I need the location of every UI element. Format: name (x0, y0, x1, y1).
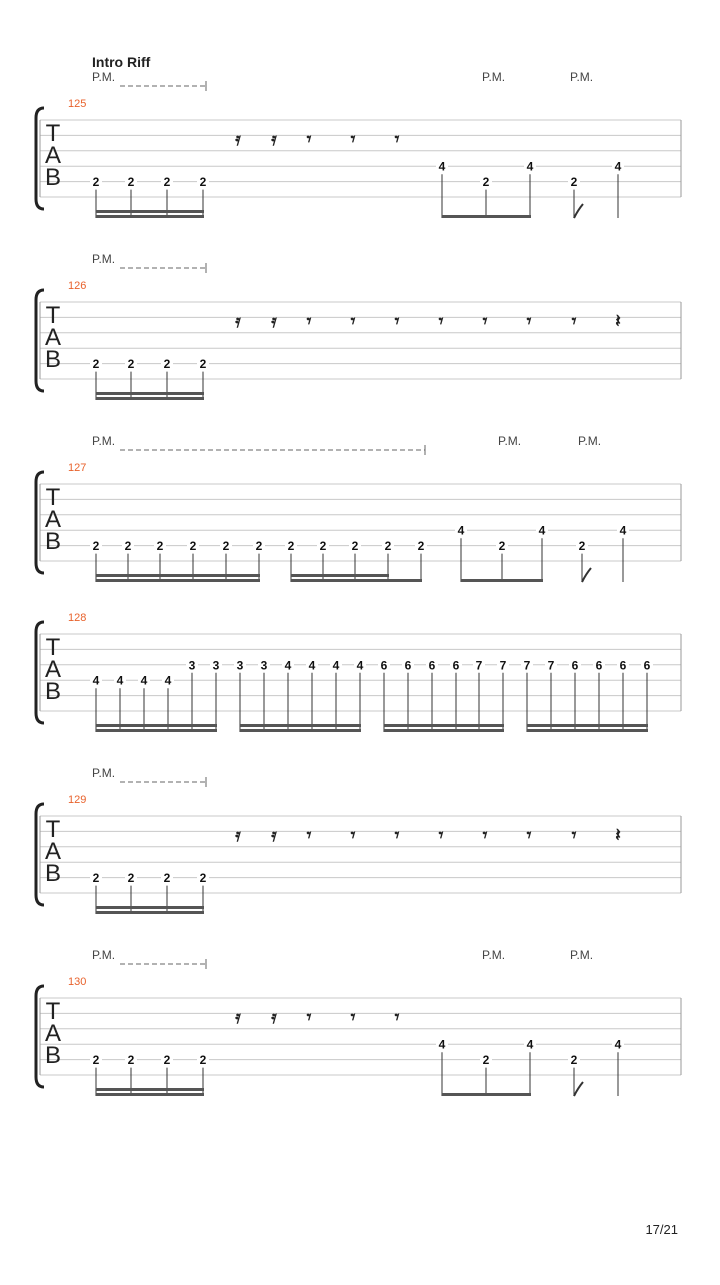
eighth-rest: 𝄾 (482, 311, 488, 331)
fret-number: 4 (619, 523, 627, 538)
note-beam (240, 724, 361, 727)
eighth-rest: 𝄾 (571, 825, 577, 845)
fret-number: 4 (526, 159, 534, 174)
fret-number: 2 (127, 357, 135, 372)
fret-number: 4 (438, 159, 446, 174)
note-beam (384, 729, 504, 732)
tab-clef-b: B (44, 860, 62, 887)
fret-number: 2 (222, 539, 230, 554)
fret-number: 2 (570, 1053, 578, 1068)
eighth-rest: 𝄾 (350, 1007, 356, 1027)
sixteenth-rest: 𝄿 (271, 1007, 277, 1027)
fret-number: 2 (163, 175, 171, 190)
note-beam (442, 1093, 531, 1096)
palm-mute-label: P.M. (482, 948, 506, 962)
fret-number: 4 (538, 523, 546, 538)
note-beam (240, 729, 361, 732)
fret-number: 2 (124, 539, 132, 554)
fret-number: 2 (319, 539, 327, 554)
fret-number: 4 (438, 1037, 446, 1052)
fret-number: 4 (526, 1037, 534, 1052)
fret-number: 2 (199, 871, 207, 886)
eighth-rest: 𝄾 (438, 825, 444, 845)
tab-clef-b: B (44, 346, 62, 373)
tab-system-127 (36, 434, 681, 582)
fret-number: 6 (595, 658, 603, 673)
fret-number: 2 (384, 539, 392, 554)
fret-number: 4 (284, 658, 292, 673)
palm-mute-label: P.M. (92, 948, 116, 962)
sixteenth-rest: 𝄿 (271, 311, 277, 331)
note-flag (582, 568, 591, 582)
eighth-rest: 𝄾 (306, 825, 312, 845)
fret-number: 3 (236, 658, 244, 673)
fret-number: 3 (260, 658, 268, 673)
fret-number: 2 (163, 1053, 171, 1068)
note-beam (96, 574, 260, 577)
note-flag (574, 204, 583, 218)
note-beam (96, 579, 260, 582)
fret-number: 2 (92, 357, 100, 372)
tab-system-129 (36, 766, 681, 914)
palm-mute-label: P.M. (578, 434, 602, 448)
fret-number: 7 (547, 658, 555, 673)
measure-number: 130 (68, 976, 87, 988)
sixteenth-rest: 𝄿 (235, 129, 241, 149)
fret-number: 4 (140, 673, 148, 688)
palm-mute-label: P.M. (570, 948, 594, 962)
note-beam (96, 215, 204, 218)
measure-number: 127 (68, 462, 87, 474)
note-beam (527, 729, 648, 732)
eighth-rest: 𝄾 (350, 129, 356, 149)
tab-clef-a: A (44, 656, 62, 683)
fret-number: 2 (199, 175, 207, 190)
tab-clef-t: T (45, 816, 61, 843)
note-beam (96, 724, 217, 727)
fret-number: 2 (570, 175, 578, 190)
fret-number: 2 (92, 539, 100, 554)
note-beam (96, 392, 204, 395)
palm-mute-label: P.M. (92, 434, 116, 448)
fret-number: 7 (475, 658, 483, 673)
tab-clef-a: A (44, 838, 62, 865)
sixteenth-rest: 𝄿 (235, 825, 241, 845)
eighth-rest: 𝄾 (306, 1007, 312, 1027)
fret-number: 2 (255, 539, 263, 554)
quarter-rest: 𝄽 (615, 825, 621, 845)
fret-number: 2 (163, 357, 171, 372)
tab-system-128 (36, 612, 681, 732)
sixteenth-rest: 𝄿 (271, 129, 277, 149)
page-number: 17/21 (645, 1222, 678, 1237)
tab-clef-b: B (44, 678, 62, 705)
palm-mute-label: P.M. (482, 70, 506, 84)
eighth-rest: 𝄾 (306, 311, 312, 331)
fret-number: 2 (92, 1053, 100, 1068)
sixteenth-rest: 𝄿 (235, 311, 241, 331)
fret-number: 2 (199, 357, 207, 372)
tab-clef-b: B (44, 528, 62, 555)
fret-number: 2 (287, 539, 295, 554)
fret-number: 4 (164, 673, 172, 688)
measure-number: 128 (68, 612, 87, 624)
eighth-rest: 𝄾 (438, 311, 444, 331)
eighth-rest: 𝄾 (350, 825, 356, 845)
fret-number: 4 (308, 658, 316, 673)
fret-number: 2 (92, 175, 100, 190)
note-beam (461, 579, 543, 582)
section-title: Intro Riff (92, 54, 151, 70)
tab-clef-t: T (45, 120, 61, 147)
measure-number: 129 (68, 794, 87, 806)
tab-clef-a: A (44, 142, 62, 169)
quarter-rest: 𝄽 (615, 311, 621, 331)
fret-number: 6 (428, 658, 436, 673)
note-beam (96, 210, 204, 213)
note-flag (574, 1082, 583, 1096)
fret-number: 2 (92, 871, 100, 886)
measure-number: 125 (68, 98, 87, 110)
fret-number: 2 (482, 175, 490, 190)
note-beam (384, 724, 504, 727)
tab-clef-a: A (44, 506, 62, 533)
fret-number: 2 (417, 539, 425, 554)
fret-number: 4 (356, 658, 364, 673)
fret-number: 2 (199, 1053, 207, 1068)
eighth-rest: 𝄾 (350, 311, 356, 331)
note-beam (96, 1088, 204, 1091)
note-beam (291, 574, 389, 577)
fret-number: 2 (578, 539, 586, 554)
tab-clef-a: A (44, 1020, 62, 1047)
fret-number: 4 (116, 673, 124, 688)
fret-number: 2 (482, 1053, 490, 1068)
note-beam (96, 729, 217, 732)
fret-number: 7 (523, 658, 531, 673)
fret-number: 6 (404, 658, 412, 673)
note-beam (291, 579, 422, 582)
fret-number: 2 (189, 539, 197, 554)
eighth-rest: 𝄾 (482, 825, 488, 845)
eighth-rest: 𝄾 (571, 311, 577, 331)
tab-clef-t: T (45, 302, 61, 329)
tab-system-125 (36, 70, 681, 218)
eighth-rest: 𝄾 (526, 311, 532, 331)
eighth-rest: 𝄾 (394, 825, 400, 845)
fret-number: 6 (571, 658, 579, 673)
tab-clef-t: T (45, 634, 61, 661)
note-beam (96, 1093, 204, 1096)
note-beam (96, 911, 204, 914)
note-beam (442, 215, 531, 218)
eighth-rest: 𝄾 (526, 825, 532, 845)
measure-number: 126 (68, 280, 87, 292)
fret-number: 4 (332, 658, 340, 673)
fret-number: 2 (498, 539, 506, 554)
fret-number: 7 (499, 658, 507, 673)
eighth-rest: 𝄾 (306, 129, 312, 149)
fret-number: 4 (614, 159, 622, 174)
tab-system-126 (36, 252, 681, 400)
fret-number: 6 (619, 658, 627, 673)
eighth-rest: 𝄾 (394, 129, 400, 149)
fret-number: 4 (614, 1037, 622, 1052)
eighth-rest: 𝄾 (394, 311, 400, 331)
fret-number: 2 (351, 539, 359, 554)
palm-mute-label: P.M. (92, 70, 116, 84)
note-beam (96, 397, 204, 400)
tab-clef-t: T (45, 998, 61, 1025)
fret-number: 3 (212, 658, 220, 673)
sixteenth-rest: 𝄿 (271, 825, 277, 845)
fret-number: 6 (452, 658, 460, 673)
fret-number: 6 (643, 658, 651, 673)
fret-number: 3 (188, 658, 196, 673)
fret-number: 2 (127, 871, 135, 886)
palm-mute-label: P.M. (498, 434, 522, 448)
tab-system-130 (36, 948, 681, 1096)
tab-clef-t: T (45, 484, 61, 511)
fret-number: 6 (380, 658, 388, 673)
fret-number: 2 (163, 871, 171, 886)
note-beam (527, 724, 648, 727)
eighth-rest: 𝄾 (394, 1007, 400, 1027)
note-beam (96, 906, 204, 909)
palm-mute-label: P.M. (570, 70, 594, 84)
sixteenth-rest: 𝄿 (235, 1007, 241, 1027)
fret-number: 4 (92, 673, 100, 688)
tab-clef-b: B (44, 1042, 62, 1069)
fret-number: 2 (127, 1053, 135, 1068)
fret-number: 2 (156, 539, 164, 554)
palm-mute-label: P.M. (92, 252, 116, 266)
fret-number: 4 (457, 523, 465, 538)
tab-clef-a: A (44, 324, 62, 351)
palm-mute-label: P.M. (92, 766, 116, 780)
fret-number: 2 (127, 175, 135, 190)
tab-clef-b: B (44, 164, 62, 191)
